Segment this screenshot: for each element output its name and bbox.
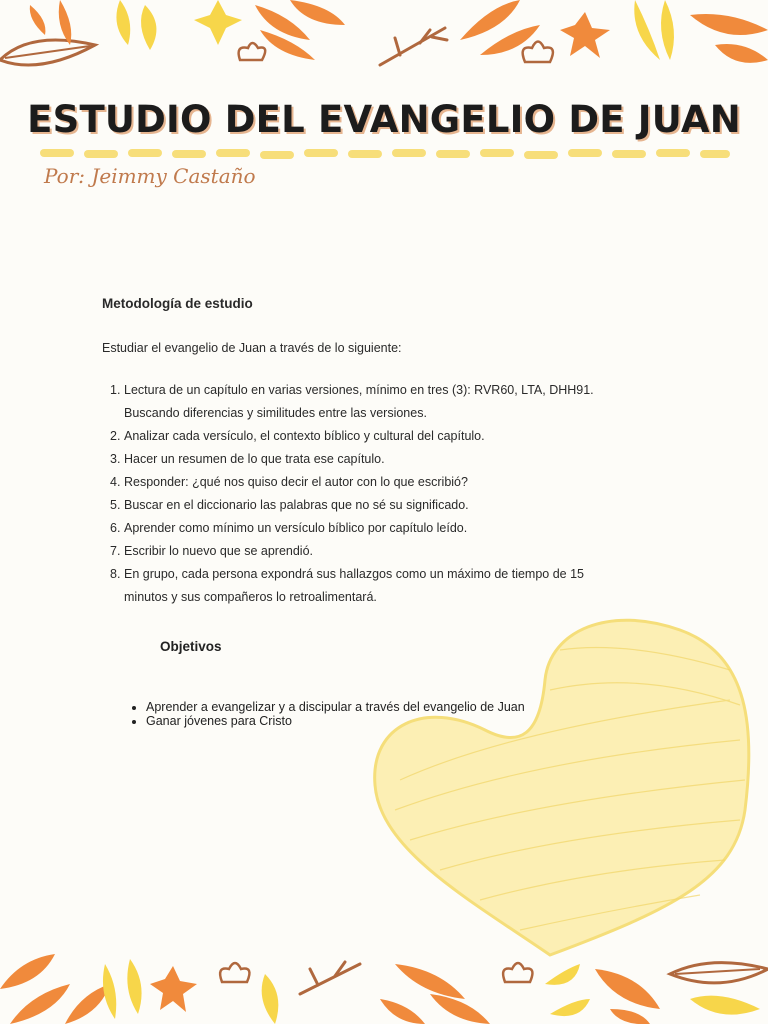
leaf-icon — [262, 974, 279, 1024]
list-item: • Ganar jóvenes para Cristo — [146, 714, 525, 728]
leaf-icon — [380, 964, 490, 1024]
list-number: 4. — [110, 475, 121, 489]
flower-icon — [523, 42, 553, 63]
methodology-steps — [102, 379, 662, 609]
leaf-icon — [30, 0, 71, 45]
list-text: minutos y sus compañeros lo retroalimentará. — [124, 590, 377, 604]
flower-icon — [220, 963, 249, 982]
list-item — [102, 471, 662, 494]
list-number: 2. — [110, 429, 121, 443]
leaf-icon — [634, 0, 674, 60]
methodology-section — [102, 296, 662, 609]
list-item — [102, 494, 662, 517]
flower-icon — [560, 12, 610, 58]
leaf-border-bottom — [0, 954, 768, 1024]
list-text: Lectura de un capítulo en varias versiones, mínimo en tres (3): RVR60, LTA, DHH91. — [124, 383, 594, 397]
list-number: 6. — [110, 521, 121, 535]
flower-icon — [194, 0, 242, 45]
leaf-icon — [690, 14, 768, 63]
heart-scribble — [360, 610, 760, 970]
list-item — [102, 425, 662, 448]
leaf-icon — [255, 0, 345, 60]
list-item — [102, 540, 662, 563]
author-signature: Por: Jeimmy Castaño — [44, 164, 256, 188]
list-text: Buscar en el diccionario las palabras que no sé su significado. — [124, 498, 469, 512]
leaf-icon — [690, 996, 760, 1015]
branch-icon — [300, 962, 360, 994]
list-number: 8. — [110, 567, 121, 581]
methodology-intro: Estudiar el evangelio de Juan a través de lo siguiente: — [102, 341, 402, 355]
list-item — [102, 448, 662, 471]
methodology-heading: Metodología de estudio — [102, 296, 253, 311]
list-number: 3. — [110, 452, 121, 466]
list-text: Responder: ¿qué nos quiso decir el autor con lo que escribió? — [124, 475, 468, 489]
objectives-list — [127, 700, 525, 728]
leaf-icon — [545, 964, 590, 1016]
list-item: • Aprender a evangelizar y a discipular a través del evangelio de Juan — [146, 700, 525, 714]
list-number: 1. — [110, 383, 121, 397]
list-text: En grupo, cada persona expondrá sus hallazgos como un máximo de tiempo de 15 — [124, 567, 585, 581]
list-text: Hacer un resumen de lo que trata ese capítulo. — [124, 452, 385, 466]
leaf-icon — [103, 959, 142, 1019]
list-text: Analizar cada versículo, el contexto bíblico y cultural del capítulo. — [124, 429, 485, 443]
leaf-icon — [0, 40, 95, 65]
list-number: 5. — [110, 498, 121, 512]
leaf-icon — [116, 0, 156, 50]
flower-icon — [150, 966, 197, 1012]
leaf-icon — [670, 963, 768, 983]
list-item — [102, 517, 662, 540]
flower-icon — [503, 963, 532, 982]
flower-icon — [239, 43, 266, 60]
objectives-heading: Objetivos — [160, 639, 222, 654]
leaf-icon — [595, 969, 660, 1024]
list-text: Escribir lo nuevo que se aprendió. — [124, 544, 314, 558]
list-text: Buscando diferencias y similitudes entre las versiones. — [124, 406, 427, 420]
list-number: 7. — [110, 544, 121, 558]
leaf-border-top — [0, 0, 768, 80]
page-title: ESTUDIO DEL EVANGELIO DE JUAN — [27, 98, 741, 141]
list-item — [102, 379, 662, 425]
branch-icon — [380, 28, 447, 65]
leaf-icon — [0, 954, 110, 1024]
list-item — [102, 563, 662, 609]
dashed-underline — [40, 146, 730, 160]
list-text: Aprender como mínimo un versículo bíblico por capítulo leído. — [124, 521, 468, 535]
